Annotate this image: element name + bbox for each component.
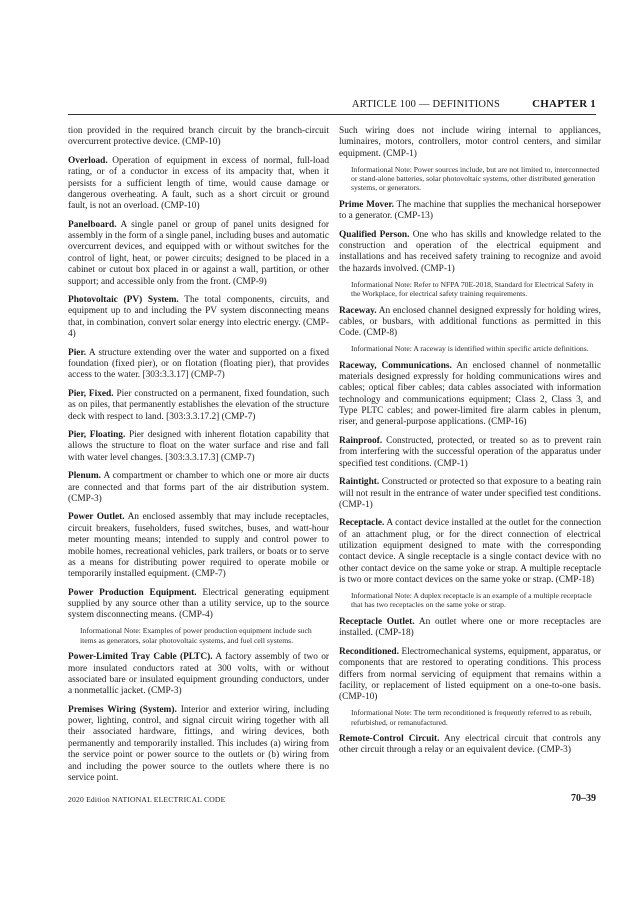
definition-term: Pier, Floating. (68, 430, 126, 441)
definition-entry (68, 588, 329, 622)
definition-text: An outlet where one or more receptacles are installed. (CMP-18) (339, 616, 602, 639)
definition-entry (68, 471, 329, 505)
definition-entry (68, 220, 329, 288)
definition-entry (68, 430, 329, 464)
definition-entry (68, 156, 329, 213)
definition-entry (68, 652, 329, 697)
definition-text: Operation of equipment in excess of normal, full-load rating, or of a conductor in excess of its ampacity that, when it persists for a sufficient length of time, would cause damage or dangerous overheating. A fault, such as a short circuit or ground fault, is not an overload. (CMP-10) (68, 155, 329, 212)
definition-entry (339, 617, 601, 640)
definition-entry (339, 200, 601, 223)
definition-term: Panelboard. (68, 219, 117, 230)
definition-term: Receptacle Outlet. (339, 616, 415, 627)
definition-text: Interior and exterior wiring, including power, lighting, control, and signal circuit wiring together with all their associated hardware, fittings, and wiring devices, both permanently and temporarily installed. This includes (a) wiring from the service point or power source to the outlets or (b) wiring from and including the power source to the outlets where there is no service point. (68, 704, 329, 783)
definition-term: Raceway. (339, 305, 377, 316)
informational-note: Informational Note: Refer to NFPA 70E-2018, Standard for Electrical Safety in the Workplace, for electrical safety training requirements. (351, 279, 594, 299)
definition-term: Pier, Fixed. (68, 388, 114, 399)
definition-term: Reconditioned. (339, 646, 399, 657)
definition-text: A contact device installed at the outlet for the connection of an attachment plug, or for the direct connection of electrical utilization equipment designed to mate with the corresponding contact device. A single receptacle is a single contact device with no other contact device on the same yoke or strap. A multiple receptacle is two or more contact devices on the same yoke or strap. (CMP-18) (339, 518, 601, 586)
informational-note: Informational Note: A duplex receptacle is an example of a multiple receptacle that has two receptacles on the same yoke or strap. (351, 591, 592, 610)
definition-text: Any electrical circuit that controls any other circuit through a relay or an equivalent device. (CMP-3) (339, 734, 601, 756)
definition-entry (339, 126, 601, 160)
right-column (339, 126, 601, 764)
definition-term: Power Outlet. (68, 512, 125, 523)
definition-text: Pier constructed on a permanent, fixed foundation, such as on piles, that permanently establishes the elevation of the structure deck with respect to land. [303:3.3.17.2] (CMP-7) (68, 388, 329, 422)
chapter-label: CHAPTER 1 (532, 98, 596, 110)
definition-term: Qualified Person. (339, 229, 410, 240)
definition-term: Premises Wiring (System). (68, 704, 177, 715)
informational-note: Informational Note: The term reconditioned is frequently referred to as rebuilt, refurbished, or remanufactured. (351, 708, 592, 727)
definition-text: Constructed or protected so that exposure to a beating rain will not result in the entrance of water under specified test conditions. (CMP-1) (339, 477, 602, 510)
article-title: ARTICLE 100 — DEFINITIONS (351, 99, 500, 110)
definition-entry (339, 436, 601, 470)
definition-text: Electrical generating equipment supplied by any source other than a utility service, up to the source system disconnecting means. (CMP-4) (68, 587, 329, 621)
definition-entry (68, 295, 329, 340)
definition-text: Constructed, protected, or treated so as to prevent rain from interfering with the successful operation of the apparatus under specified test conditions. (CMP-1) (339, 435, 601, 469)
definition-entry (339, 306, 601, 340)
definition-term: Prime Mover. (339, 199, 395, 210)
definition-text: An enclosed channel of nonmetallic materials designed expressly for holding communications wires and cables; optical fiber cables; data cables associated with information technology and communications equipment; Class 2, Class 3, and Type PLTC cables; and power-limited fire alarm cables in plenum, riser, and general-purpose applications. (CMP-16) (339, 360, 601, 428)
definition-entry (68, 348, 329, 382)
definition-text: Such wiring does not include wiring internal to appliances, luminaires, motors, controllers, motor control centers, and similar equipment. (CMP-1) (339, 126, 601, 159)
definition-entry (339, 647, 601, 704)
definition-text: A compartment or chamber to which one or more air ducts are connected and that forms part of the air distribution system. (CMP-3) (68, 471, 329, 504)
definition-entry (339, 361, 601, 429)
definition-entry (339, 518, 601, 586)
definition-text: The total components, circuits, and equipment up to and including the PV system disconnecting means that, in combination, convert solar energy into electric energy. (CMP-4) (68, 295, 330, 340)
definition-entry (68, 126, 329, 149)
informational-note: Informational Note: Power sources include, but are not limited to, interconnected or stand-alone batteries, solar photovoltaic systems, other distributed generation systems, or generators. (351, 164, 600, 193)
definition-term: Power-Limited Tray Cable (PLTC). (68, 652, 213, 663)
definition-term: Raintight. (339, 477, 380, 488)
footer-edition: 2020 Edition NATIONAL ELECTRICAL CODE (68, 795, 226, 804)
definition-entry (68, 512, 329, 580)
definition-term: Power Production Equipment. (68, 587, 197, 598)
running-header (68, 98, 596, 115)
definition-entry (68, 705, 329, 784)
definition-text: One who has skills and knowledge related to the construction and operation of the electrical equipment and installations and has received safety training to recognize and avoid the hazards involved. (CMP-1) (339, 229, 601, 274)
definition-term: Overload. (68, 155, 108, 166)
definition-text: An enclosed channel designed expressly for holding wires, cables, or busbars, with additional functions as permitted in this Code. (CMP-8) (339, 305, 601, 339)
definition-term: Remote-Control Circuit. (339, 734, 440, 744)
definition-text: tion provided in the required branch circuit by the branch-circuit overcurrent protective device. (CMP-10) (68, 126, 329, 148)
definition-term: Photovoltaic (PV) System. (68, 295, 179, 306)
definition-text: A factory assembly of two or more insulated conductors rated at 300 volts, with or without associated bare or insulated equipment grounding conductors, under a nonmetallic jacket. (CMP-3) (68, 652, 329, 697)
definition-term: Pier. (68, 347, 87, 358)
definition-text: Pier designed with inherent flotation capability that allows the structure to float on the water surface and rise and fall with water level changes. [303:3.3.17.3] (CMP-7) (68, 430, 329, 463)
definition-entry (68, 389, 329, 423)
definition-term: Receptacle. (339, 518, 385, 529)
left-column (68, 126, 329, 791)
definition-entry (339, 230, 601, 275)
definition-text: A single panel or group of panel units designed for assembly in the form of a single panel, including buses and automatic overcurrent devices, and equipped with or without switches for the control of light, heat, or power circuits; designed to be placed in a cabinet or cutout box placed in or against a wall, partition, or other support; and accessible only from the front. (CMP-9) (68, 219, 329, 287)
informational-note: Informational Note: A raceway is identified within specific article definitions. (351, 344, 589, 354)
definition-text: An enclosed assembly that may include receptacles, circuit breakers, fuseholders, fused switches, buses, and watt-hour meter mounting means; intended to supply and control power to mobile homes, recreational vehicles, park trailers, or boats or to serve as a means for distributing power required to operate mobile or temporarily installed equipment. (CMP-7) (68, 512, 329, 580)
page-number: 70–39 (571, 793, 596, 804)
definition-term: Plenum. (68, 471, 101, 482)
definition-term: Raceway, Communications. (339, 360, 452, 371)
definition-text: Electromechanical systems, equipment, apparatus, or components that are restored to operating conditions. This process differs from normal servicing of equipment that remains within a facility, or replacement of listed equipment on a one-to-one basis. (CMP-10) (339, 646, 601, 703)
definition-text: The machine that supplies the mechanical horsepower to a generator. (CMP-13) (339, 199, 602, 222)
definition-entry (339, 477, 601, 511)
definition-entry (339, 734, 601, 757)
definition-text: A structure extending over the water and supported on a fixed foundation (fixed pier), or on flotation (floating pier), that provides access to the water. [303:3.3.17] (CMP-7) (68, 347, 329, 381)
informational-note: Informational Note: Examples of power production equipment include such items as generators, solar photovoltaic systems, and fuel cell systems. (80, 626, 312, 645)
definition-term: Rainproof. (339, 435, 383, 446)
